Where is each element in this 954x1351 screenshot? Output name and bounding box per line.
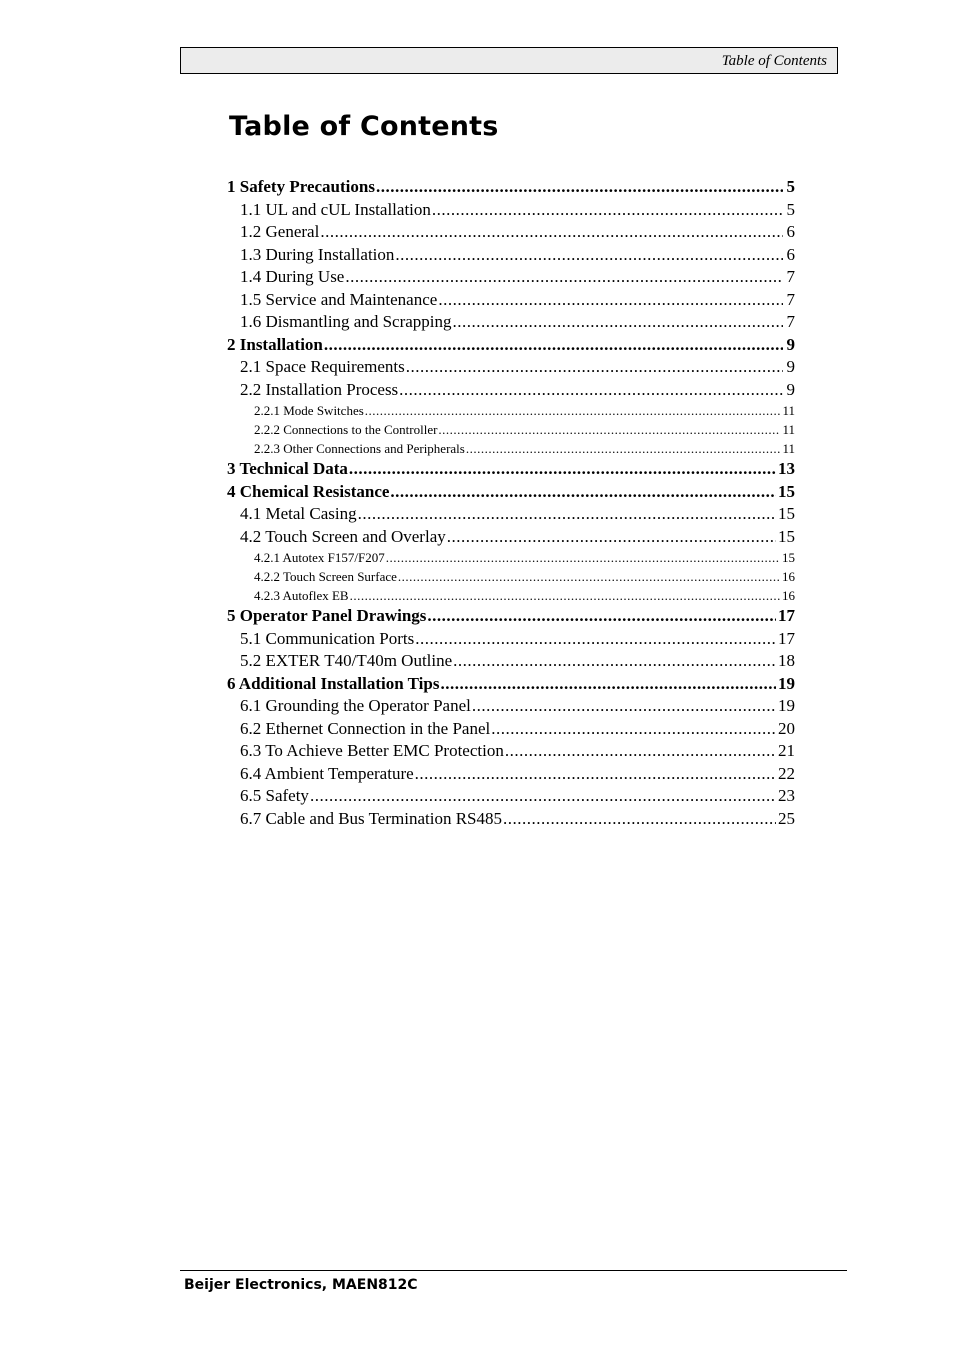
toc-entry-page-number: 17 — [778, 606, 795, 625]
toc-entry-label: 2.2.3 Other Connections and Peripherals — [254, 441, 465, 456]
page-title: Table of Contents — [229, 111, 499, 142]
toc-entry[interactable] — [227, 420, 795, 439]
toc-entry-label: 2.1 Space Requirements — [240, 357, 405, 376]
toc-entry[interactable] — [227, 503, 795, 526]
toc-dot-leader — [365, 401, 781, 420]
toc-dot-leader — [447, 526, 776, 549]
toc-dot-leader — [432, 199, 783, 222]
toc-entry-label: 4.1 Metal Casing — [240, 504, 357, 523]
toc-entry-page-number: 9 — [786, 334, 795, 354]
toc-entry-page-number: 19 — [778, 696, 795, 715]
toc-entry[interactable] — [227, 221, 795, 244]
toc-entry-page-number: 18 — [778, 651, 795, 670]
toc-entry-label: 6.1 Grounding the Operator Panel — [240, 696, 471, 715]
toc-entry-page-number: 20 — [778, 718, 795, 738]
toc-dot-leader — [505, 740, 776, 763]
toc-dot-leader — [466, 439, 781, 458]
toc-dot-leader — [395, 244, 783, 267]
toc-entry-label: 1.1 UL and cUL Installation — [240, 199, 431, 219]
toc-dot-leader — [491, 718, 776, 741]
toc-entry-label: 6.5 Safety — [240, 786, 309, 805]
toc-entry-page-number: 22 — [778, 763, 795, 783]
toc-entry-label: 1.2 General — [240, 222, 320, 241]
toc-entry-page-number: 11 — [782, 403, 795, 418]
toc-entry-page-number: 21 — [778, 741, 795, 760]
toc-entry-label: 5.1 Communication Ports — [240, 628, 415, 648]
toc-dot-leader — [390, 481, 776, 504]
toc-entry-page-number: 6 — [786, 244, 795, 264]
toc-entry-label: 1.3 During Installation — [240, 244, 395, 264]
toc-dot-leader — [472, 695, 776, 718]
toc-entry-page-number: 7 — [786, 267, 795, 286]
toc-entry[interactable] — [227, 379, 795, 402]
toc-dot-leader — [324, 334, 783, 357]
toc-entry-page-number: 15 — [778, 526, 795, 546]
toc-entry[interactable] — [227, 650, 795, 673]
toc-dot-leader — [438, 289, 783, 312]
toc-entry-page-number: 19 — [778, 673, 795, 693]
toc-dot-leader — [376, 176, 783, 199]
toc-entry[interactable] — [227, 311, 795, 334]
table-of-contents — [227, 176, 795, 830]
toc-entry-label: 2.2 Installation Process — [240, 379, 399, 399]
toc-entry-page-number: 16 — [782, 569, 795, 584]
toc-entry-page-number: 5 — [786, 199, 795, 219]
toc-dot-leader — [453, 650, 776, 673]
toc-dot-leader — [320, 221, 783, 244]
toc-entry-page-number: 15 — [778, 481, 795, 501]
toc-dot-leader — [398, 567, 780, 586]
toc-dot-leader — [345, 266, 783, 289]
toc-entry-label: 2 Installation — [227, 334, 323, 354]
toc-entry-page-number: 11 — [782, 441, 795, 456]
toc-dot-leader — [350, 586, 780, 605]
toc-entry[interactable] — [227, 763, 795, 786]
toc-entry[interactable] — [227, 401, 795, 420]
toc-entry-label: 4.2.3 Autoflex EB — [254, 588, 349, 603]
toc-entry[interactable] — [227, 334, 795, 357]
toc-entry-page-number: 6 — [786, 222, 795, 241]
toc-entry-page-number: 9 — [786, 357, 795, 376]
toc-dot-leader — [349, 458, 776, 481]
toc-dot-leader — [438, 420, 780, 439]
toc-entry[interactable] — [227, 567, 795, 586]
toc-entry-page-number: 17 — [778, 628, 795, 648]
toc-entry-label: 3 Technical Data — [227, 459, 348, 478]
toc-entry-label: 1.6 Dismantling and Scrapping — [240, 312, 452, 331]
toc-entry-label: 5.2 EXTER T40/T40m Outline — [240, 651, 453, 670]
toc-entry[interactable] — [227, 605, 795, 628]
toc-entry-page-number: 13 — [778, 459, 795, 478]
toc-entry[interactable] — [227, 740, 795, 763]
toc-entry[interactable] — [227, 266, 795, 289]
toc-entry-label: 4.2.2 Touch Screen Surface — [254, 569, 397, 584]
toc-dot-leader — [310, 785, 776, 808]
toc-entry[interactable] — [227, 628, 795, 651]
toc-dot-leader — [503, 808, 776, 831]
toc-entry-page-number: 5 — [786, 177, 795, 196]
toc-entry[interactable] — [227, 785, 795, 808]
running-header-title: Table of Contents — [721, 53, 827, 69]
toc-entry-label: 5 Operator Panel Drawings — [227, 606, 427, 625]
toc-entry-label: 1.4 During Use — [240, 267, 345, 286]
toc-entry-label: 6.7 Cable and Bus Termination RS485 — [240, 808, 502, 828]
toc-dot-leader — [415, 763, 776, 786]
toc-entry[interactable] — [227, 356, 795, 379]
toc-entry[interactable] — [227, 199, 795, 222]
toc-entry-label: 2.2.1 Mode Switches — [254, 403, 364, 418]
toc-entry[interactable] — [227, 548, 795, 567]
toc-entry[interactable] — [227, 439, 795, 458]
toc-entry-label: 6.3 To Achieve Better EMC Protection — [240, 741, 504, 760]
toc-entry-page-number: 23 — [778, 786, 795, 805]
toc-entry-label: 2.2.2 Connections to the Controller — [254, 422, 438, 437]
toc-entry[interactable] — [227, 586, 795, 605]
toc-entry-label: 4.2 Touch Screen and Overlay — [240, 526, 446, 546]
toc-dot-leader — [399, 379, 783, 402]
toc-entry[interactable] — [227, 244, 795, 267]
toc-dot-leader — [427, 605, 776, 628]
toc-entry[interactable] — [227, 695, 795, 718]
toc-dot-leader — [386, 548, 780, 567]
toc-entry-page-number: 7 — [786, 289, 795, 309]
toc-entry-label: 4.2.1 Autotex F157/F207 — [254, 550, 385, 565]
toc-entry-label: 6.4 Ambient Temperature — [240, 763, 414, 783]
running-header — [180, 47, 838, 74]
toc-entry[interactable] — [227, 289, 795, 312]
toc-entry[interactable] — [227, 808, 795, 831]
toc-entry-label: 1.5 Service and Maintenance — [240, 289, 438, 309]
toc-entry[interactable] — [227, 526, 795, 549]
toc-entry[interactable] — [227, 458, 795, 481]
toc-entry[interactable] — [227, 718, 795, 741]
toc-entry-page-number: 11 — [782, 422, 795, 437]
toc-entry-label: 6.2 Ethernet Connection in the Panel — [240, 718, 491, 738]
toc-entry-page-number: 15 — [782, 550, 795, 565]
toc-dot-leader — [453, 311, 783, 334]
toc-entry-label: 6 Additional Installation Tips — [227, 673, 440, 693]
toc-entry-page-number: 15 — [778, 504, 795, 523]
toc-entry-page-number: 16 — [782, 588, 795, 603]
toc-dot-leader — [406, 356, 783, 379]
toc-entry-page-number: 9 — [786, 379, 795, 399]
toc-dot-leader — [358, 503, 776, 526]
footer-divider — [180, 1270, 847, 1271]
toc-entry[interactable] — [227, 481, 795, 504]
toc-dot-leader — [440, 673, 776, 696]
toc-entry-page-number: 25 — [778, 808, 795, 828]
toc-entry[interactable] — [227, 176, 795, 199]
footer-text: Beijer Electronics, MAEN812C — [184, 1277, 418, 1293]
toc-entry-label: 4 Chemical Resistance — [227, 481, 390, 501]
toc-entry[interactable] — [227, 673, 795, 696]
toc-entry-label: 1 Safety Precautions — [227, 177, 375, 196]
toc-entry-page-number: 7 — [786, 312, 795, 331]
toc-dot-leader — [415, 628, 776, 651]
